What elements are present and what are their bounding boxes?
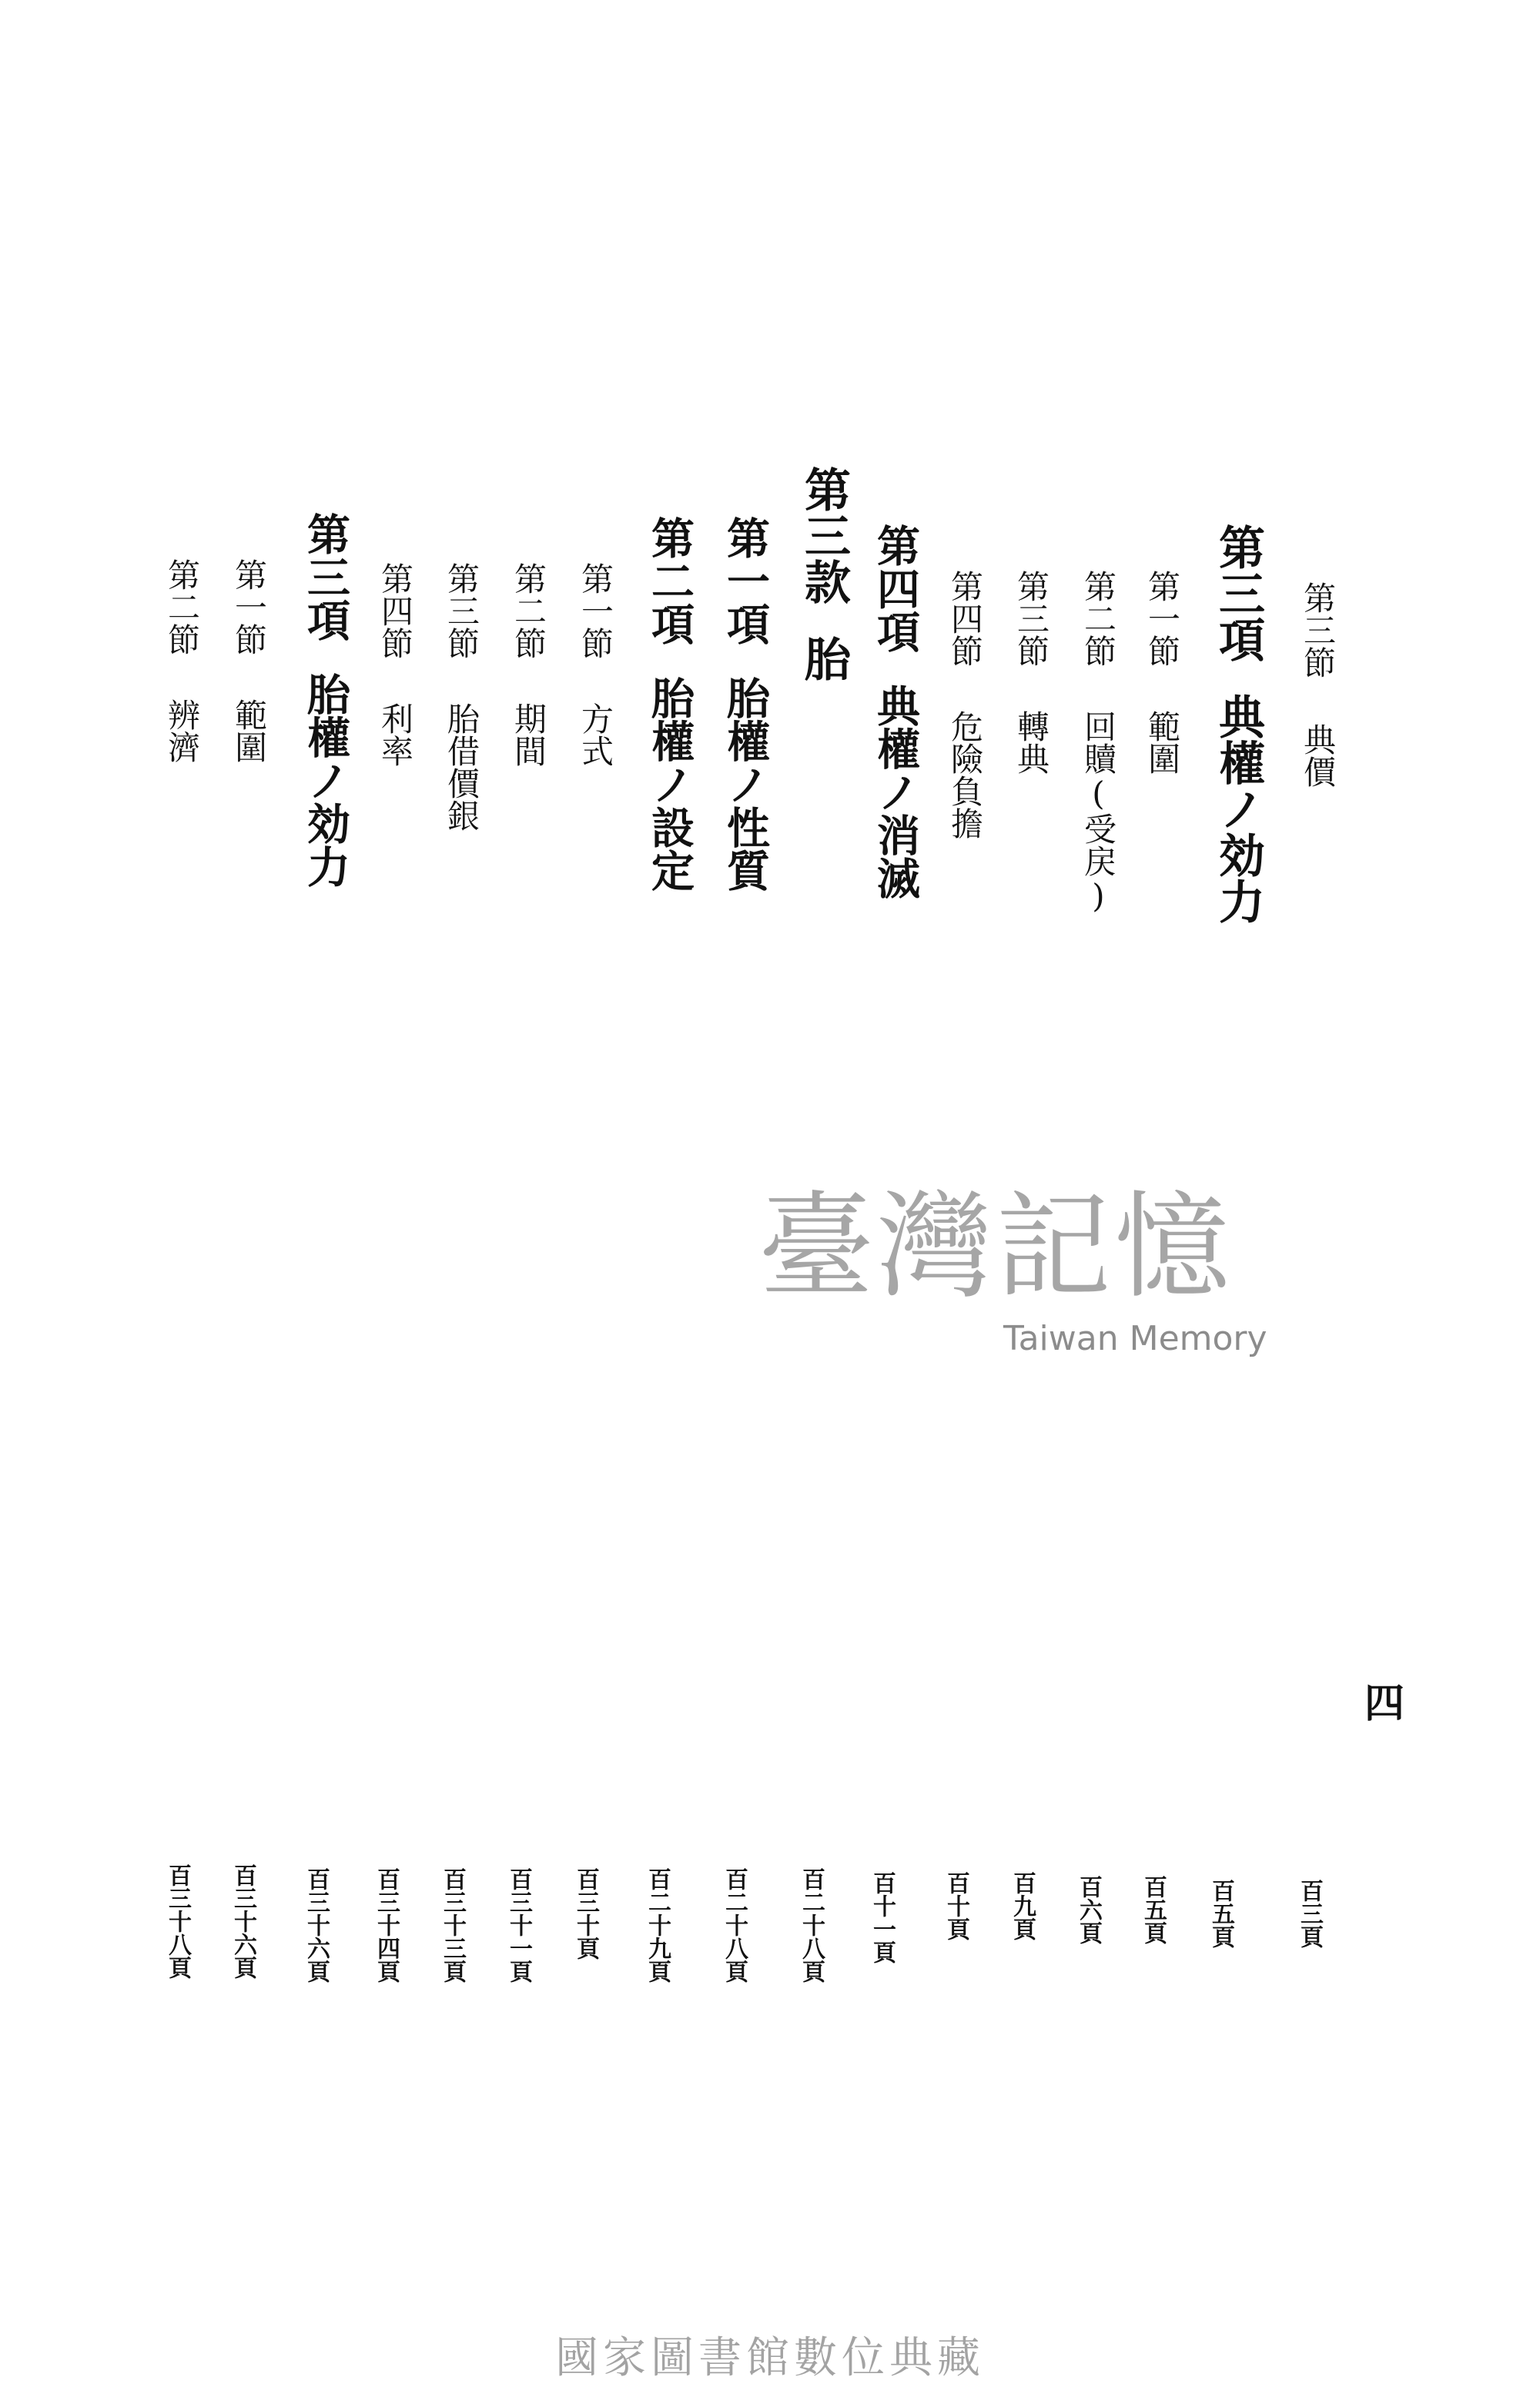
toc-label: 第三節 (1299, 581, 1337, 678)
watermark-chinese: 臺灣記憶 (758, 1180, 1234, 1314)
toc-title: 利率 (377, 702, 414, 767)
toc-heading-col (1080, 570, 1117, 915)
toc-page-ref: 百九頁 (1009, 1871, 1036, 1940)
toc-heading-col (797, 466, 851, 681)
toc-label: 第二節 (510, 562, 547, 659)
toc-page-ref: 百二十九頁 (644, 1867, 671, 1983)
footer-credit: 國家圖書館數位典藏 (555, 2333, 985, 2383)
toc-title: 胎借價銀 (443, 702, 480, 832)
toc-page-ref: 百十頁 (942, 1871, 969, 1940)
toc-heading-col (510, 562, 547, 767)
page-number: 四 (1364, 1680, 1405, 1727)
toc-heading-col (230, 558, 268, 763)
toc-label: 第二節 (1080, 570, 1117, 667)
toc-page-ref: 百三十三頁 (439, 1867, 466, 1983)
toc-heading-col (720, 516, 771, 892)
toc-heading-col (377, 562, 414, 767)
toc-page-ref: 百五頁 (1207, 1879, 1234, 1948)
toc-page-ref: 百三十六頁 (229, 1863, 256, 1979)
toc-title: 胎 (797, 635, 851, 681)
toc-title: 範圍 (230, 698, 268, 763)
toc-heading-col (1013, 570, 1050, 775)
toc-title: 範圍 (1143, 710, 1181, 775)
toc-label: 第二節 (163, 558, 201, 655)
watermark (758, 1180, 1297, 1367)
toc-page-ref: 百五頁 (1140, 1875, 1167, 1944)
toc-title: 胎權ノ効力 (300, 672, 351, 888)
toc-label: 第一項 (720, 516, 771, 645)
toc-heading-col (1211, 524, 1265, 924)
toc-page-ref: 百六頁 (1075, 1875, 1102, 1944)
toc-label: 第三節 (1013, 570, 1050, 667)
toc-heading-col (644, 516, 695, 892)
toc-page-ref: 百十一頁 (869, 1871, 896, 1964)
watermark-english: Taiwan Memory (1003, 1319, 1267, 1358)
toc-page-ref: 百三十八頁 (164, 1863, 191, 1979)
toc-label: 第四節 (377, 562, 414, 659)
toc-page-ref: 百三十一頁 (505, 1867, 532, 1983)
toc-page-ref: 百二十八頁 (798, 1867, 825, 1983)
toc-heading-col (870, 524, 921, 899)
toc-label: 第三項 (1211, 524, 1265, 662)
toc-heading-col (300, 512, 351, 888)
toc-title: 期間 (510, 702, 547, 767)
toc-page-ref: 百三十六頁 (303, 1867, 330, 1983)
toc-page-ref: 百三十頁 (572, 1867, 599, 1960)
toc-heading-col (946, 570, 984, 839)
toc-heading-col (1143, 570, 1181, 775)
toc-label: 第四項 (870, 524, 921, 653)
toc-title: 危險負擔 (946, 710, 984, 839)
toc-page-ref: 百二十八頁 (721, 1867, 748, 1983)
toc-title: 典價 (1299, 723, 1337, 788)
toc-label: 第二項 (644, 516, 695, 645)
toc-title: 方式 (577, 702, 614, 767)
toc-label: 第三節 (443, 562, 480, 659)
toc-title: 典權ノ消滅 (870, 684, 921, 899)
toc-title: 胎權ノ設定 (644, 676, 695, 892)
toc-heading-col (577, 562, 614, 767)
toc-label: 第三款 (797, 466, 851, 604)
toc-title: 轉典 (1013, 710, 1050, 775)
toc-title: 胎權ノ性質 (720, 676, 771, 892)
toc-heading-col (1299, 581, 1337, 788)
toc-label: 第三項 (300, 512, 351, 641)
toc-heading-col (163, 558, 201, 763)
toc-page-ref: 百三頁 (1296, 1879, 1323, 1948)
toc-title: 回贖(受戻) (1080, 710, 1117, 915)
toc-title: 辨濟 (163, 698, 201, 763)
toc-label: 第四節 (946, 570, 984, 667)
toc-page-ref: 百三十四頁 (373, 1867, 400, 1983)
toc-label: 第一節 (577, 562, 614, 659)
toc-title: 典權ノ効力 (1211, 693, 1265, 924)
toc-heading-col (443, 562, 480, 832)
toc-label: 第一節 (230, 558, 268, 655)
toc-label: 第一節 (1143, 570, 1181, 667)
